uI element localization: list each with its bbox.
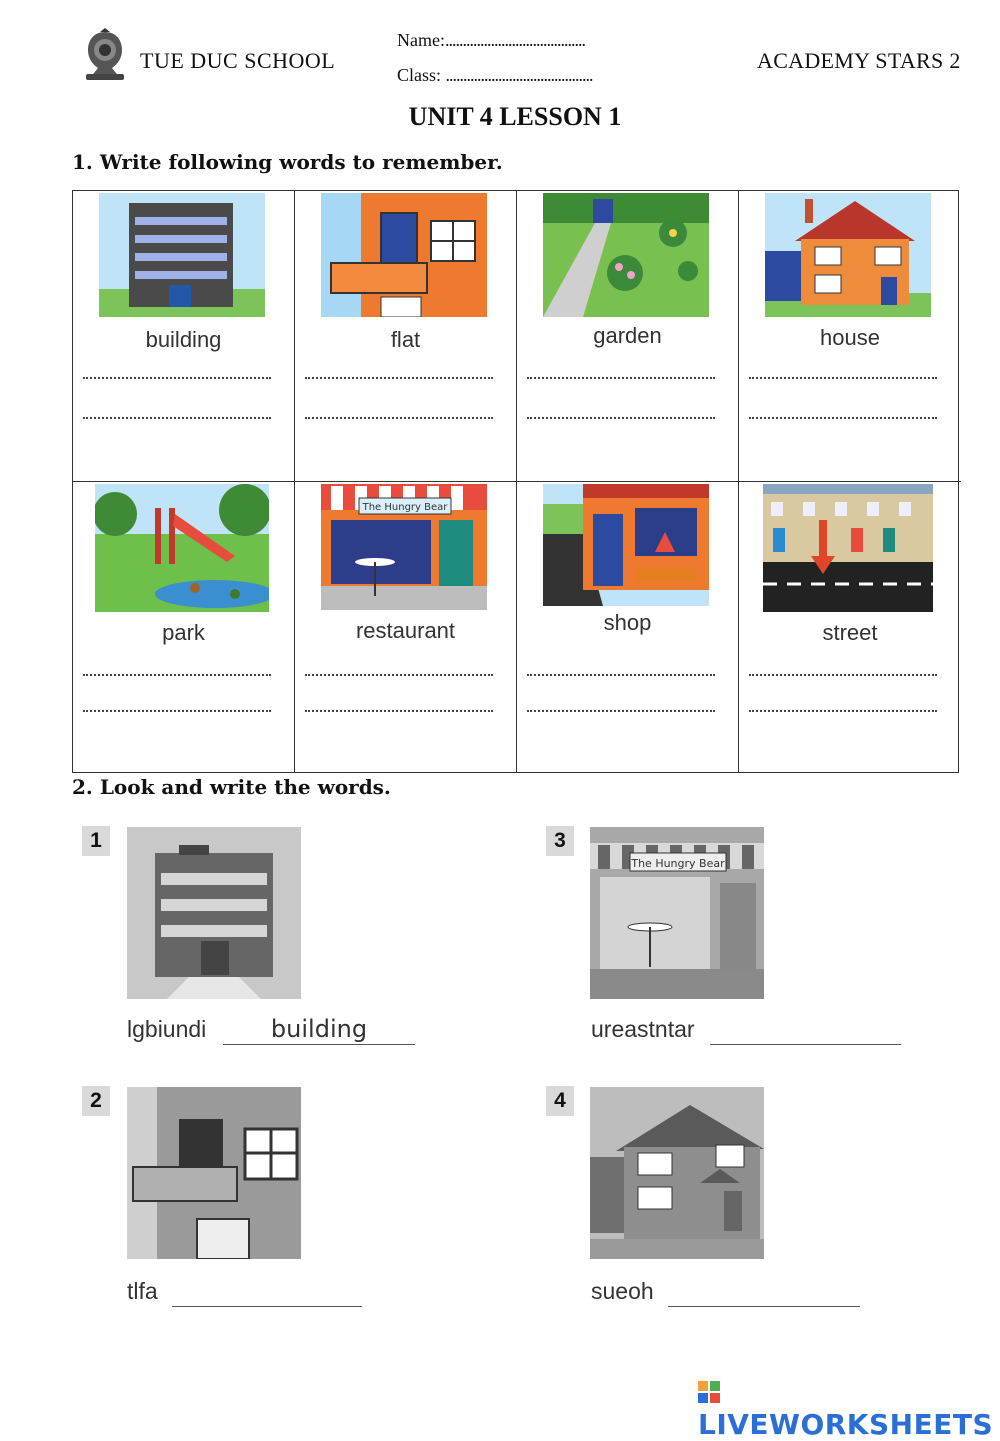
street-picture (763, 484, 933, 612)
write-line[interactable] (83, 417, 271, 419)
vocab-word: garden (593, 323, 662, 348)
vocab-word: shop (603, 610, 652, 635)
building-picture (99, 193, 265, 317)
write-line[interactable] (749, 710, 937, 712)
write-line[interactable] (305, 377, 493, 379)
restaurant-sign-text: The Hungry Bear (362, 502, 448, 513)
exercise-number: 4 (546, 1086, 574, 1116)
exercise-number: 2 (82, 1086, 110, 1116)
liveworksheets-logo-icon (698, 1381, 720, 1403)
answer-field[interactable] (668, 1272, 860, 1307)
exercise-number: 3 (546, 826, 574, 856)
vocab-cell-shop (517, 482, 739, 773)
vocab-word: house (820, 325, 880, 350)
vocab-word: street (822, 620, 878, 645)
brand-text: LIVEWORKSHEETS (698, 1408, 994, 1441)
scrambled-word: tlfa (127, 1278, 158, 1304)
vocab-cell-restaurant (295, 482, 517, 773)
class-dots: .......................................... (445, 65, 593, 85)
answer-field[interactable] (172, 1272, 362, 1307)
restaurant-sign-text: The Hungry Bear (631, 857, 725, 870)
write-line[interactable] (305, 417, 493, 419)
write-line[interactable] (749, 417, 937, 419)
section1-heading: 1. Write following words to remember. (72, 150, 503, 174)
scrambled-word: sueoh (591, 1278, 654, 1304)
class-label: Class: (397, 65, 442, 85)
vocab-word: flat (390, 327, 421, 352)
school-logo (80, 28, 130, 84)
write-line[interactable] (83, 710, 271, 712)
park-picture (95, 484, 269, 612)
school-name: TUE DUC SCHOOL (140, 48, 336, 73)
vocab-cell-building (73, 191, 295, 482)
scrambled-word: lgbiundi (127, 1016, 207, 1042)
write-line[interactable] (83, 377, 271, 379)
name-dots: ........................................ (444, 30, 585, 50)
vocabulary-grid (72, 190, 959, 773)
course-name: ACADEMY STARS 2 (757, 48, 961, 73)
vocab-word: building (145, 327, 222, 352)
section2-heading: 2. Look and write the words. (72, 775, 391, 799)
vocab-word: park (162, 620, 205, 645)
answer-field[interactable] (710, 1010, 901, 1045)
write-line[interactable] (527, 674, 715, 676)
restaurant-gray-picture (590, 827, 764, 999)
vocab-cell-street (739, 482, 961, 773)
write-line[interactable] (749, 674, 937, 676)
answer-field[interactable]: building (223, 1010, 415, 1045)
vocab-cell-garden (517, 191, 739, 482)
page-title: UNIT 4 LESSON 1 (408, 102, 622, 131)
vocab-cell-flat (295, 191, 517, 482)
write-line[interactable] (749, 377, 937, 379)
write-line[interactable] (305, 674, 493, 676)
liveworksheets-brand (698, 1375, 1000, 1441)
vocab-cell-park (73, 482, 295, 773)
house-gray-picture (590, 1087, 764, 1259)
name-label: Name: (397, 30, 445, 50)
name-field[interactable] (397, 30, 585, 51)
write-line[interactable] (305, 710, 493, 712)
write-line[interactable] (527, 377, 715, 379)
scrambled-word: ureastntar (591, 1016, 695, 1042)
write-line[interactable] (83, 674, 271, 676)
restaurant-picture (321, 484, 487, 610)
vocab-cell-house (739, 191, 961, 482)
exercise-number: 1 (82, 826, 110, 856)
garden-picture (543, 193, 709, 317)
vocab-word: restaurant (355, 618, 456, 643)
write-line[interactable] (527, 417, 715, 419)
write-line[interactable] (527, 710, 715, 712)
class-field[interactable] (397, 65, 593, 86)
house-picture (765, 193, 931, 317)
flat-gray-picture (127, 1087, 301, 1259)
shop-picture (543, 484, 709, 606)
flat-picture (321, 193, 487, 317)
building-gray-picture (127, 827, 301, 999)
